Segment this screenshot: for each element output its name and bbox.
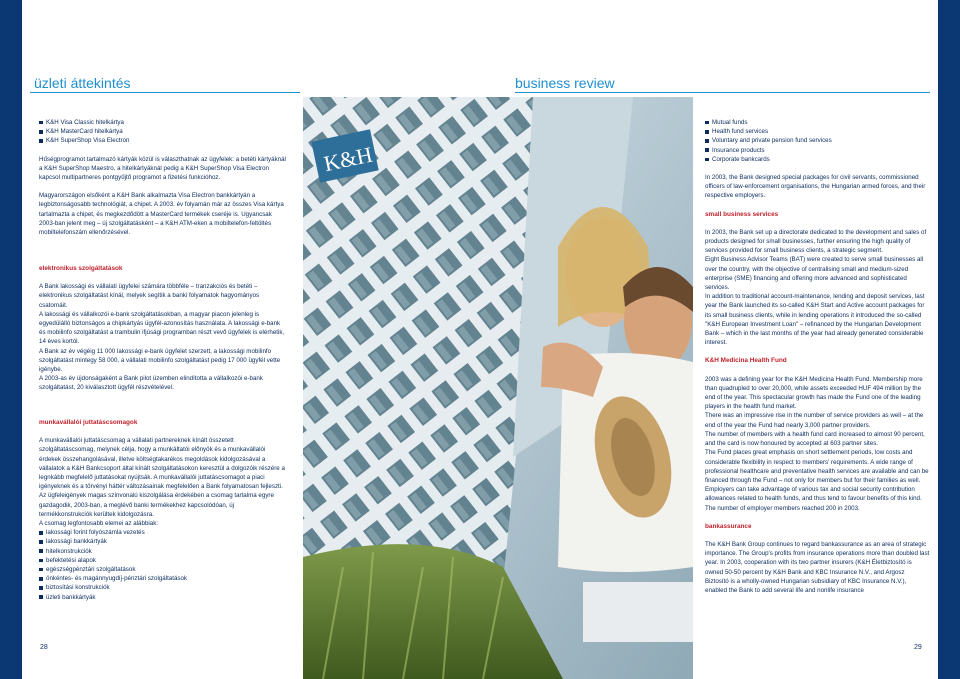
left-column (39, 118, 287, 237)
left-column-ebank (39, 264, 287, 393)
list-item: lakossági forint folyószámla vezetés (39, 528, 287, 537)
paragraph: A lakossági és vállalkozói e-bank szolgáltatásokban, a magyar piacon jelenleg is egyedülálló biztonságos a chipkártyás ügyfél-azonosítás használata. A lakossági e-bank és mobilinfo szolgáltatást a trambulin ifjúsági programban részt vevő ügyfelek is elérhetik, 14 éves kortól. (39, 310, 285, 346)
fund-list (705, 118, 930, 164)
paragraph: Magyarországon elsőként a K&H Bank alkalmazta Visa Electron bankkártyán a legbiztonságosabb technológiát, a chipet. A 2003. év folyamán már az összes Visa kártya tartalmazta a chipet, és megkezdődött a MasterCard termékek cseréje is. Ugyancsak 2003-ban jelent meg – új szolgáltatásként – a K&H ATM-eken a mobiltelefon-feltöltés mobiltelefonszám ellenőrzésével. (39, 192, 284, 237)
list-item: Voluntary and private pension fund services (705, 136, 930, 145)
right-page-title: business review (515, 75, 615, 91)
right-edge-bar (938, 0, 960, 679)
paragraph: The Fund places great emphasis on short settlement periods, low costs and considerable flexibility in respect to members' requirements. A wide range of professional healthcare and preventative health services are available and can be financed through the Fund – not only for members but for their families as well. (705, 449, 929, 484)
list-item: Insurance products (705, 146, 930, 155)
section-heading: bankassurance (705, 522, 752, 530)
list-item: önkéntes- és magánnyugdíj-pénztári szolgáltatások (39, 574, 287, 583)
cover-photo (303, 97, 693, 679)
paragraph: 2003 was a defining year for the K&H Medicina Health Fund. Membership more than quadrupled to over 20,000, while assets exceeded HUF 494 million by the end of the year. This spectacular growth has made the Fund one of the leading players in the health fund market. (705, 375, 923, 411)
bank-sign-text: K&H (321, 141, 375, 177)
list-item: hitelkonstrukciók (39, 547, 287, 556)
paragraph: The number of members with a health fund card increased to almost 90 percent, and the card is now honoured by accepted at 603 partner sites. (705, 430, 925, 448)
left-page-number: 28 (40, 644, 48, 651)
left-edge-bar (0, 0, 22, 679)
paragraph: Hűségprogramot tartalmazó kártyák közül is választhatnak az ügyfelek: a betéti kártyáknál a K&H SuperShop Maestro, a hitelkártyáknál pedig a K&H SuperShop Visa Electron kapcsol multipartneres pontgyűjtő programot a fizetési funkcióhoz. (39, 155, 286, 182)
list-item: egészségpénztári szolgáltatások (39, 565, 287, 574)
list-item: K&H MasterCard hitelkártya (39, 127, 287, 136)
list-item: Corporate bankcards (705, 155, 930, 164)
section-heading: munkavállalói juttatáscsomagok (39, 419, 138, 426)
list-item: Health fund services (705, 127, 930, 136)
list-item: Mutual funds (705, 118, 930, 127)
paragraph: In addition to traditional account-maintenance, lending and deposit services, last year the Bank launched its so-called K&H Start and Active account packages for its small business clients, while in lending operations it introduced the so-called "K&H European Investment Loan" – refinanced by the Hungarian Development Bank – which in the last months of the year had already generated considerable interest. (705, 293, 925, 347)
paragraph: In 2003, the Bank set up a directorate dedicated to the development and sales of products designed for small businesses, further ensuring the high quality of services provided for small business clients, a strategic segment. (705, 228, 927, 255)
paragraph: A csomag legfontosabb elemei az alábbiak: (39, 520, 159, 528)
paragraph: A Bank lakossági és vállalati ügyfelei számára többféle – tranzakciós és betéti – elektronikus szolgáltatást kínál, melyek segítik a banki folyamatok hagyományos csatornáit. (39, 283, 260, 309)
photo-illustration (303, 97, 693, 679)
right-title-rule (515, 92, 930, 93)
section-heading: K&H Medicina Health Fund (705, 357, 787, 365)
paragraph: A 2003-as év újdonságaként a Bank pilot üzemben elindította a vállalkozói e-bank szolgáltatást, 20 kiválasztott ügyfél részvételével. (39, 375, 263, 392)
paragraph: A Bank az év végéig 11 000 lakossági e-bank ügyfelet szerzett, a lakossági mobilinfo szolgáltatást mintegy 58 000, a vállalati mobilinfo szolgáltatást pedig 17 000 ügyfél vette igénybe. (39, 347, 281, 374)
left-page-title: üzleti áttekintés (34, 75, 131, 91)
list-item: K&H SuperShop Visa Electron (39, 136, 287, 145)
section-heading: small business services (705, 210, 779, 218)
left-title-rule (30, 92, 300, 93)
right-column (705, 118, 930, 595)
paragraph: There was an impressive rise in the number of service providers as well – at the end of the year the Fund had nearly 3,000 partner providers. (705, 412, 924, 429)
list-item: K&H Visa Classic hitelkártya (39, 118, 287, 127)
paragraph: Employers can take advantage of various tax and social security contribution allowances related to health funds, and thus tend to favour benefits of this kind. The number of employer members reached 200 in 2003. (705, 486, 922, 512)
paragraph: The K&H Bank Group continues to regard bankassurance as an area of strategic importance. The Group's profits from insurance operations more than doubled last year. In 2003, cooperation with its two partner insurers (K&H Életbiztosító is owned 50-50 percent by K&H Bank and KBC Insurance N.V., and Argosz Biztosító is a wholly-owned Hungarian subsidiary of KBC Insurance N.V.), enabled the Bank to add several life and nonlife insurance (705, 540, 930, 594)
right-page-number: 29 (914, 644, 922, 651)
list-item: biztosítási konstrukciók (39, 583, 287, 592)
employee-list (39, 528, 287, 602)
left-column-employee (39, 418, 287, 602)
section-heading: elektronikus szolgáltatások (39, 265, 123, 272)
card-list (39, 118, 287, 146)
list-item: üzleti bankkártyák (39, 593, 287, 602)
list-item: lakossági bankkártyák (39, 537, 287, 546)
list-item: befektetési alapok (39, 556, 287, 565)
paragraph: In 2003, the Bank designed special packages for civil servants, commissioned officers of law-enforcement organisations, the Hungarian armed forces, and their respective employers. (705, 174, 926, 200)
paragraph: A munkavállalói juttatáscsomag a vállalati partnereknek kínált összetett szolgáltatáscsomag, melynek célja, hogy a munkáltatói előnyök és a munkavállalói érdekek összehangolásával, illetve költségtakarékos megoldások kidolgozásával a vállalatok a K&H Bankcsoport által kínált szolgáltatásokon keresztül a dolgozóik részére a legnkább megfelelő juttatásokat nyújtsák. A munkavállalói juttatáscsomagot a piaci igényeknek és a törvényi háttér változásainak megfelelően a Bank folyamatosan fejleszti. Az ügfeleigények magas színvonalú kiszolgálása érdekében a csomag tartalma egyre gazdagodik, 2003-ban, a meglévő banki termékekhez kapcsolódóan, új termékkonstrukciók kerültek kidolgozásra. (39, 437, 285, 518)
paragraph: Eight Business Advisor Teams (BAT) were created to serve small businesses all over the country, with the objective of centralising small and medium-sized enterprise (SME) financing and offering more advanced and sophisticated services. (705, 256, 924, 292)
